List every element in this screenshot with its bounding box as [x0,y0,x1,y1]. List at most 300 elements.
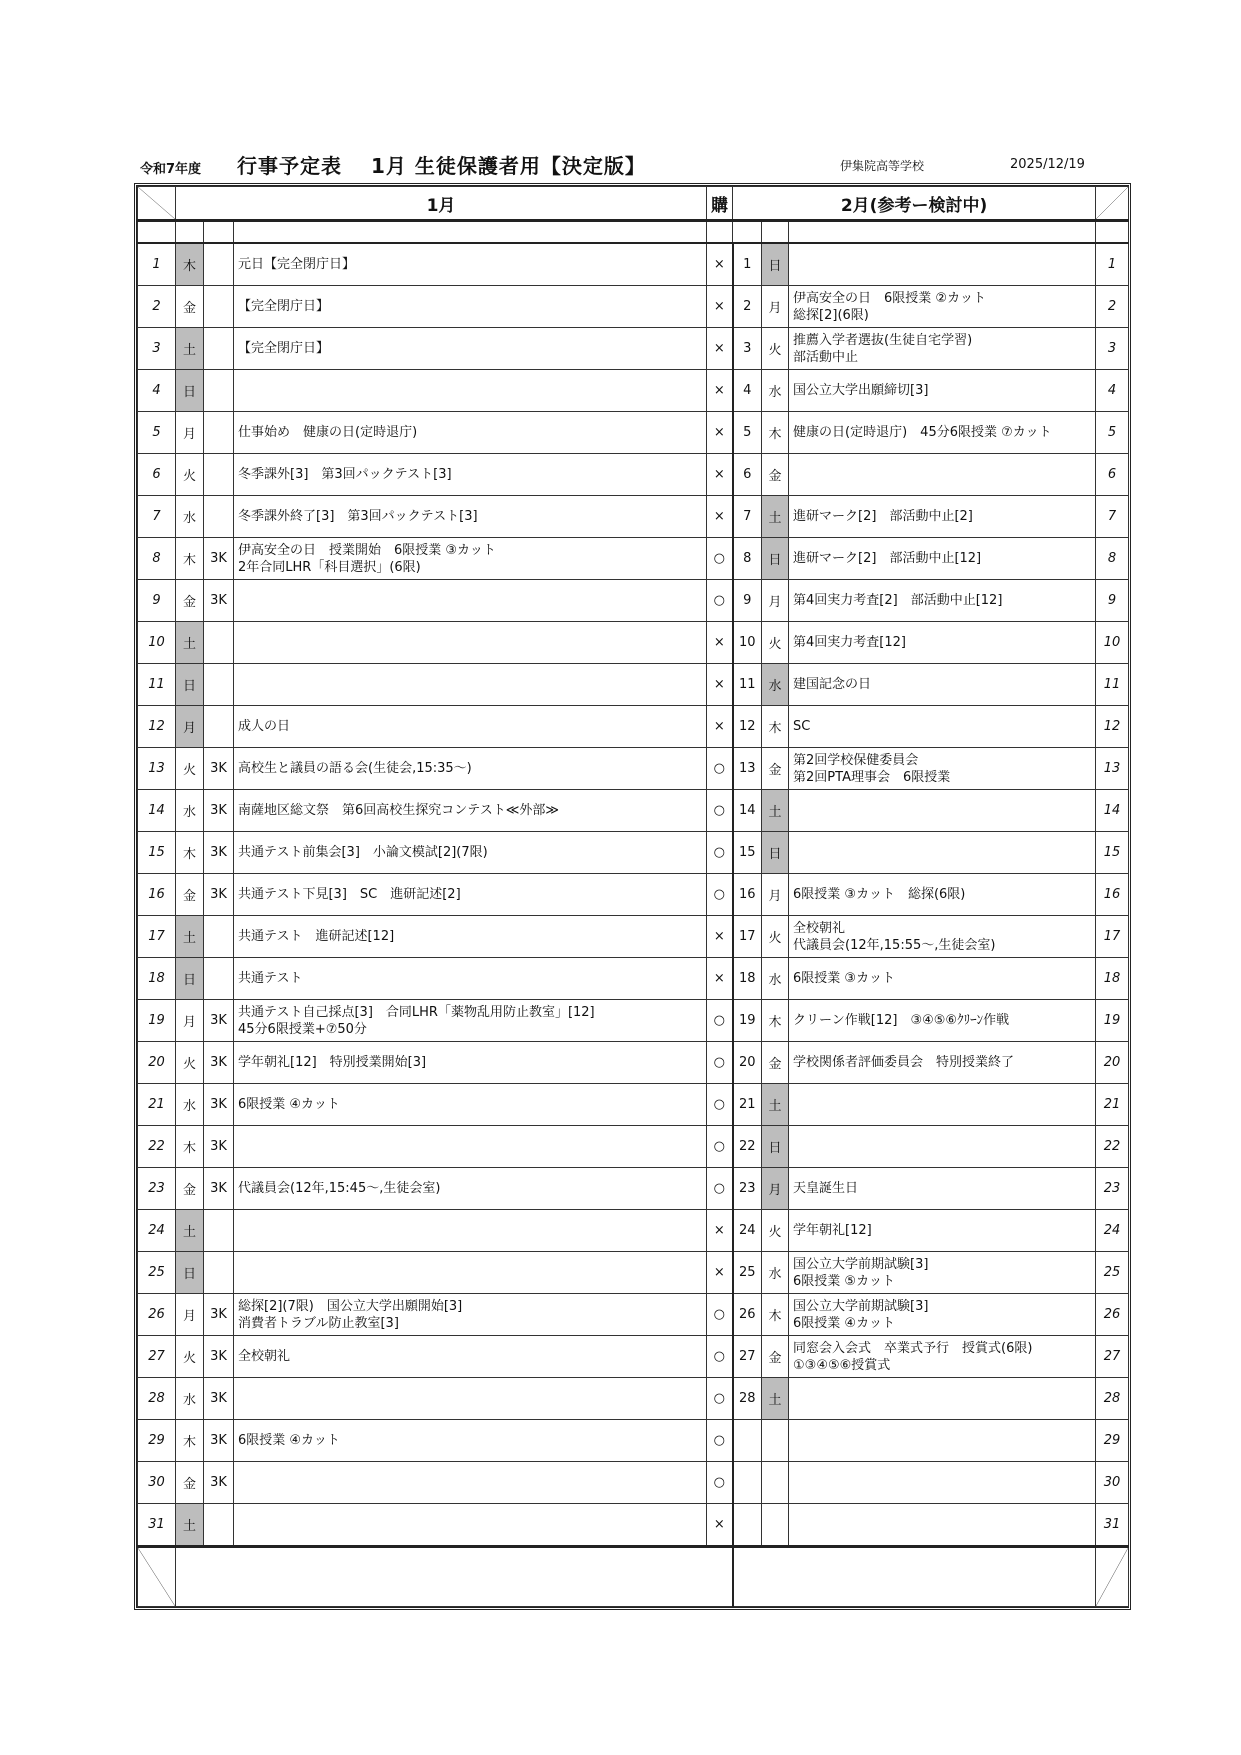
purchase-mark: ○ [707,1084,733,1126]
day-number-right: 27 [1096,1336,1129,1378]
purchase-mark: × [707,412,733,454]
event-line: 国公立大学前期試験[3] [793,1298,929,1314]
jan-weekday: 月 [176,412,204,454]
jan-weekday: 土 [176,1504,204,1547]
schedule-table [134,183,1131,1610]
jan-3k-flag [204,958,234,1000]
footer-row [138,1547,1129,1607]
jan-3k-flag: 3K [204,538,234,580]
table-row [138,1294,1129,1336]
event-line: 6限授業 ④カット [238,1097,340,1112]
jan-day-number: 20 [138,1042,176,1084]
feb-events [789,790,1096,832]
event-line: 総探[2](6限) [793,307,869,323]
purchase-mark: ○ [707,1336,733,1378]
event-line: 第2回学校保健委員会 [793,752,919,768]
feb-events [789,580,1096,622]
feb-weekday: 水 [762,370,789,412]
jan-weekday: 木 [176,832,204,874]
purchase-mark: ○ [707,832,733,874]
event-line: 6限授業 ⑤カット [793,1273,895,1289]
jan-day-number: 24 [138,1210,176,1252]
feb-day-number: 5 [733,412,762,454]
feb-weekday: 水 [762,664,789,706]
event-line: 共通テスト [238,971,303,986]
feb-events [789,454,1096,496]
purchase-mark: × [707,1252,733,1294]
jan-3k-flag [204,412,234,454]
jan-weekday: 月 [176,1294,204,1336]
feb-day-number: 27 [733,1336,762,1378]
jan-events [234,1336,707,1378]
feb-weekday: 木 [762,1000,789,1042]
jan-day-number: 21 [138,1084,176,1126]
day-number-right: 2 [1096,286,1129,328]
jan-day-number: 3 [138,328,176,370]
jan-day-number: 15 [138,832,176,874]
purchase-mark: ○ [707,1000,733,1042]
jan-weekday: 月 [176,1000,204,1042]
day-number-right: 17 [1096,916,1129,958]
jan-3k-flag [204,243,234,286]
jan-events [234,1462,707,1504]
jan-weekday: 木 [176,243,204,286]
jan-events [234,748,707,790]
feb-weekday: 月 [762,286,789,328]
event-line: 高校生と議員の語る会(生徒会,15:35～) [238,761,472,776]
feb-weekday: 火 [762,328,789,370]
jan-3k-flag: 3K [204,1168,234,1210]
feb-day-number: 4 [733,370,762,412]
jan-3k-flag: 3K [204,874,234,916]
table-row [138,1042,1129,1084]
feb-events [789,328,1096,370]
event-line: 第4回実力考査[12] [793,635,906,650]
feb-weekday: 火 [762,1210,789,1252]
jan-events [234,1126,707,1168]
purchase-mark: × [707,1210,733,1252]
jan-weekday: 土 [176,328,204,370]
jan-3k-flag [204,664,234,706]
january-header: 1月 [176,187,707,221]
day-number-right: 9 [1096,580,1129,622]
jan-3k-flag: 3K [204,1042,234,1084]
table-row [138,243,1129,286]
table-row [138,1504,1129,1547]
jan-events [234,664,707,706]
jan-weekday: 木 [176,1420,204,1462]
jan-3k-flag [204,1252,234,1294]
jan-day-number: 8 [138,538,176,580]
event-line: 6限授業 ③カット [793,971,895,986]
feb-events [789,832,1096,874]
purchase-mark: ○ [707,538,733,580]
jan-events [234,580,707,622]
jan-events [234,496,707,538]
jan-events [234,286,707,328]
jan-3k-flag [204,916,234,958]
footer-feb-notes [733,1547,1096,1607]
feb-events [789,243,1096,286]
jan-weekday: 土 [176,916,204,958]
feb-weekday: 木 [762,1294,789,1336]
jan-events [234,1042,707,1084]
day-number-right: 13 [1096,748,1129,790]
feb-events [789,1210,1096,1252]
feb-weekday: 火 [762,916,789,958]
event-line: 進研マーク[2] 部活動中止[12] [793,551,982,566]
event-line: 2年合同LHR「科目選択」(6限) [238,559,421,575]
feb-events [789,538,1096,580]
feb-events [789,1462,1096,1504]
feb-events [789,370,1096,412]
table-row [138,832,1129,874]
event-line: 消費者トラブル防止教室[3] [238,1315,399,1331]
day-number-right: 28 [1096,1378,1129,1420]
day-number-right: 6 [1096,454,1129,496]
jan-events [234,1252,707,1294]
day-number-right: 3 [1096,328,1129,370]
jan-3k-flag: 3K [204,1336,234,1378]
jan-day-number: 30 [138,1462,176,1504]
day-number-right: 16 [1096,874,1129,916]
feb-events [789,1420,1096,1462]
table-row [138,622,1129,664]
footer-corner-left [138,1547,176,1607]
feb-events [789,1252,1096,1294]
feb-day-number: 15 [733,832,762,874]
event-line: 共通テスト自己採点[3] 合同LHR「薬物乱用防止教室」[12] [238,1004,595,1020]
jan-3k-flag: 3K [204,1378,234,1420]
feb-weekday: 水 [762,958,789,1000]
purchase-mark: ○ [707,748,733,790]
purchase-mark: × [707,496,733,538]
day-number-right: 22 [1096,1126,1129,1168]
day-number-right: 29 [1096,1420,1129,1462]
issue-date: 2025/12/19 [1010,157,1085,172]
event-line: 共通テスト前集会[3] 小論文模試[2](7限) [238,845,488,860]
event-line: 冬季課外[3] 第3回パックテスト[3] [238,467,452,482]
jan-day-number: 5 [138,412,176,454]
purchase-mark: × [707,916,733,958]
day-number-right: 10 [1096,622,1129,664]
event-line: 建国記念の日 [793,677,872,692]
feb-day-number: 19 [733,1000,762,1042]
jan-weekday: 火 [176,1042,204,1084]
event-line: 元日【完全閉庁日】 [238,257,356,272]
page-header [140,150,1130,180]
jan-events [234,832,707,874]
feb-events [789,1294,1096,1336]
jan-events [234,874,707,916]
jan-weekday: 金 [176,1168,204,1210]
jan-events [234,1504,707,1547]
jan-weekday: 水 [176,790,204,832]
feb-weekday: 金 [762,1042,789,1084]
table-row [138,1000,1129,1042]
table-row [138,958,1129,1000]
jan-3k-flag: 3K [204,1126,234,1168]
feb-events [789,286,1096,328]
event-line: 進研マーク[2] 部活動中止[2] [793,509,973,524]
feb-events [789,1378,1096,1420]
feb-events [789,664,1096,706]
table-row [138,1378,1129,1420]
feb-events [789,1126,1096,1168]
feb-day-number: 1 [733,243,762,286]
event-line: 学校関係者評価委員会 特別授業終了 [793,1055,1015,1070]
jan-events [234,243,707,286]
jan-weekday: 金 [176,286,204,328]
table-row [138,916,1129,958]
event-line: 6限授業 ④カット [793,1315,895,1331]
feb-weekday: 火 [762,622,789,664]
jan-day-number: 10 [138,622,176,664]
jan-3k-flag: 3K [204,580,234,622]
jan-weekday: 月 [176,706,204,748]
jan-day-number: 23 [138,1168,176,1210]
corner-cell-right [1096,187,1129,221]
day-number-right: 11 [1096,664,1129,706]
feb-day-number: 7 [733,496,762,538]
event-line: 6限授業 ③カット 総探(6限) [793,887,966,902]
event-line: 同窓会入会式 卒業式予行 授賞式(6限) [793,1340,1033,1356]
jan-weekday: 金 [176,580,204,622]
purchase-mark: × [707,1504,733,1547]
feb-day-number [733,1462,762,1504]
event-line: 仕事始め 健康の日(定時退庁) [238,425,418,440]
jan-day-number: 22 [138,1126,176,1168]
jan-3k-flag: 3K [204,1420,234,1462]
event-line: 全校朝礼 [793,920,846,936]
jan-3k-flag: 3K [204,1000,234,1042]
table-row [138,1336,1129,1378]
day-number-right: 20 [1096,1042,1129,1084]
day-number-right: 4 [1096,370,1129,412]
feb-events [789,1042,1096,1084]
jan-day-number: 6 [138,454,176,496]
jan-events [234,790,707,832]
purchase-mark: ○ [707,580,733,622]
event-line: 伊高安全の日 6限授業 ②カット [793,290,986,306]
corner-cell-left [138,187,176,221]
jan-events [234,706,707,748]
feb-day-number: 3 [733,328,762,370]
jan-3k-flag: 3K [204,1462,234,1504]
feb-weekday: 日 [762,243,789,286]
feb-weekday: 土 [762,1378,789,1420]
feb-weekday: 金 [762,1336,789,1378]
jan-3k-flag: 3K [204,1084,234,1126]
event-line: 代議員会(12年,15:55～,生徒会室) [793,937,996,953]
jan-weekday: 水 [176,1378,204,1420]
jan-day-number: 2 [138,286,176,328]
jan-day-number: 31 [138,1504,176,1547]
jan-day-number: 25 [138,1252,176,1294]
day-number-right: 18 [1096,958,1129,1000]
jan-weekday: 木 [176,538,204,580]
feb-weekday: 土 [762,496,789,538]
feb-weekday: 日 [762,1126,789,1168]
jan-weekday: 金 [176,874,204,916]
event-line: 国公立大学出願締切[3] [793,383,929,398]
jan-3k-flag [204,706,234,748]
day-number-right: 14 [1096,790,1129,832]
table-row [138,412,1129,454]
jan-day-number: 11 [138,664,176,706]
fiscal-year: 令和7年度 [140,162,202,177]
feb-events [789,1000,1096,1042]
table-row [138,1168,1129,1210]
feb-day-number: 24 [733,1210,762,1252]
event-line: 天皇誕生日 [793,1181,859,1196]
day-number-right: 30 [1096,1462,1129,1504]
jan-events [234,958,707,1000]
feb-events [789,958,1096,1000]
event-line: 6限授業 ④カット [238,1433,340,1448]
table-row [138,874,1129,916]
event-line: 国公立大学前期試験[3] [793,1256,929,1272]
jan-events [234,1294,707,1336]
table-row [138,496,1129,538]
feb-weekday: 水 [762,1252,789,1294]
jan-events [234,1000,707,1042]
footer-jan-notes [176,1547,733,1607]
feb-weekday: 木 [762,706,789,748]
jan-3k-flag [204,496,234,538]
event-line: 部活動中止 [793,349,859,365]
jan-weekday: 日 [176,370,204,412]
jan-weekday: 水 [176,496,204,538]
table-row [138,1420,1129,1462]
table-row [138,790,1129,832]
jan-events [234,454,707,496]
feb-day-number: 22 [733,1126,762,1168]
jan-day-number: 17 [138,916,176,958]
event-line: 南薩地区総文祭 第6回高校生探究コンテスト≪外部≫ [238,803,559,818]
feb-day-number: 25 [733,1252,762,1294]
jan-3k-flag [204,1504,234,1547]
feb-day-number: 20 [733,1042,762,1084]
event-line: 総探[2](7限) 国公立大学出願開始[3] [238,1298,463,1314]
purchase-mark: × [707,243,733,286]
jan-weekday: 火 [176,748,204,790]
feb-day-number: 18 [733,958,762,1000]
table-row [138,748,1129,790]
feb-day-number: 13 [733,748,762,790]
day-number-right: 8 [1096,538,1129,580]
day-number-right: 1 [1096,243,1129,286]
event-line: 第2回PTA理事会 6限授業 [793,769,951,785]
event-line: 健康の日(定時退庁) 45分6限授業 ⑦カット [793,425,1052,440]
jan-day-number: 26 [138,1294,176,1336]
purchase-mark: × [707,706,733,748]
event-line: 推薦入学者選抜(生徒自宅学習) [793,332,973,348]
purchase-mark: ○ [707,1462,733,1504]
day-number-right: 23 [1096,1168,1129,1210]
jan-events [234,1378,707,1420]
feb-events [789,1504,1096,1547]
jan-weekday: 金 [176,1462,204,1504]
event-line: 【完全閉庁日】 [238,341,330,356]
event-line: 伊高安全の日 授業開始 6限授業 ③カット [238,542,496,558]
feb-day-number: 17 [733,916,762,958]
jan-day-number: 18 [138,958,176,1000]
jan-events [234,1210,707,1252]
jan-3k-flag: 3K [204,790,234,832]
table-row [138,1126,1129,1168]
jan-3k-flag [204,286,234,328]
feb-events [789,622,1096,664]
feb-day-number: 16 [733,874,762,916]
spacer-row [138,221,1129,244]
jan-weekday: 日 [176,1252,204,1294]
purchase-mark: ○ [707,1168,733,1210]
jan-day-number: 1 [138,243,176,286]
feb-events [789,1168,1096,1210]
jan-weekday: 火 [176,1336,204,1378]
feb-day-number [733,1504,762,1547]
jan-events [234,370,707,412]
jan-day-number: 13 [138,748,176,790]
feb-weekday: 月 [762,580,789,622]
feb-weekday: 日 [762,832,789,874]
february-header: 2月(参考ー検討中) [733,187,1096,221]
table-row [138,706,1129,748]
jan-weekday: 木 [176,1126,204,1168]
jan-3k-flag [204,454,234,496]
purchase-mark: × [707,664,733,706]
table-row [138,328,1129,370]
table-row [138,1084,1129,1126]
feb-day-number: 23 [733,1168,762,1210]
feb-events [789,874,1096,916]
jan-day-number: 12 [138,706,176,748]
event-line: SC [793,719,811,734]
purchase-mark: × [707,286,733,328]
day-number-right: 25 [1096,1252,1129,1294]
day-number-right: 19 [1096,1000,1129,1042]
jan-weekday: 火 [176,454,204,496]
event-line: 代議員会(12年,15:45～,生徒会室) [238,1181,441,1196]
feb-events [789,412,1096,454]
feb-weekday: 土 [762,1084,789,1126]
feb-events [789,496,1096,538]
event-line: 全校朝礼 [238,1349,291,1364]
purchase-mark: × [707,622,733,664]
feb-day-number: 14 [733,790,762,832]
jan-day-number: 9 [138,580,176,622]
school-name: 伊集院高等学校 [840,159,925,173]
page-title: 行事予定表 1月 生徒保護者用【決定版】 [237,154,646,178]
jan-weekday: 土 [176,1210,204,1252]
jan-day-number: 29 [138,1420,176,1462]
event-line: 学年朝礼[12] [793,1223,872,1238]
purchase-mark: ○ [707,874,733,916]
feb-day-number: 2 [733,286,762,328]
feb-day-number: 8 [733,538,762,580]
day-number-right: 31 [1096,1504,1129,1547]
feb-weekday: 土 [762,790,789,832]
feb-day-number: 21 [733,1084,762,1126]
day-number-right: 15 [1096,832,1129,874]
table-row [138,538,1129,580]
purchase-mark: ○ [707,1126,733,1168]
purchase-mark: ○ [707,790,733,832]
jan-day-number: 28 [138,1378,176,1420]
jan-day-number: 7 [138,496,176,538]
jan-3k-flag: 3K [204,1294,234,1336]
